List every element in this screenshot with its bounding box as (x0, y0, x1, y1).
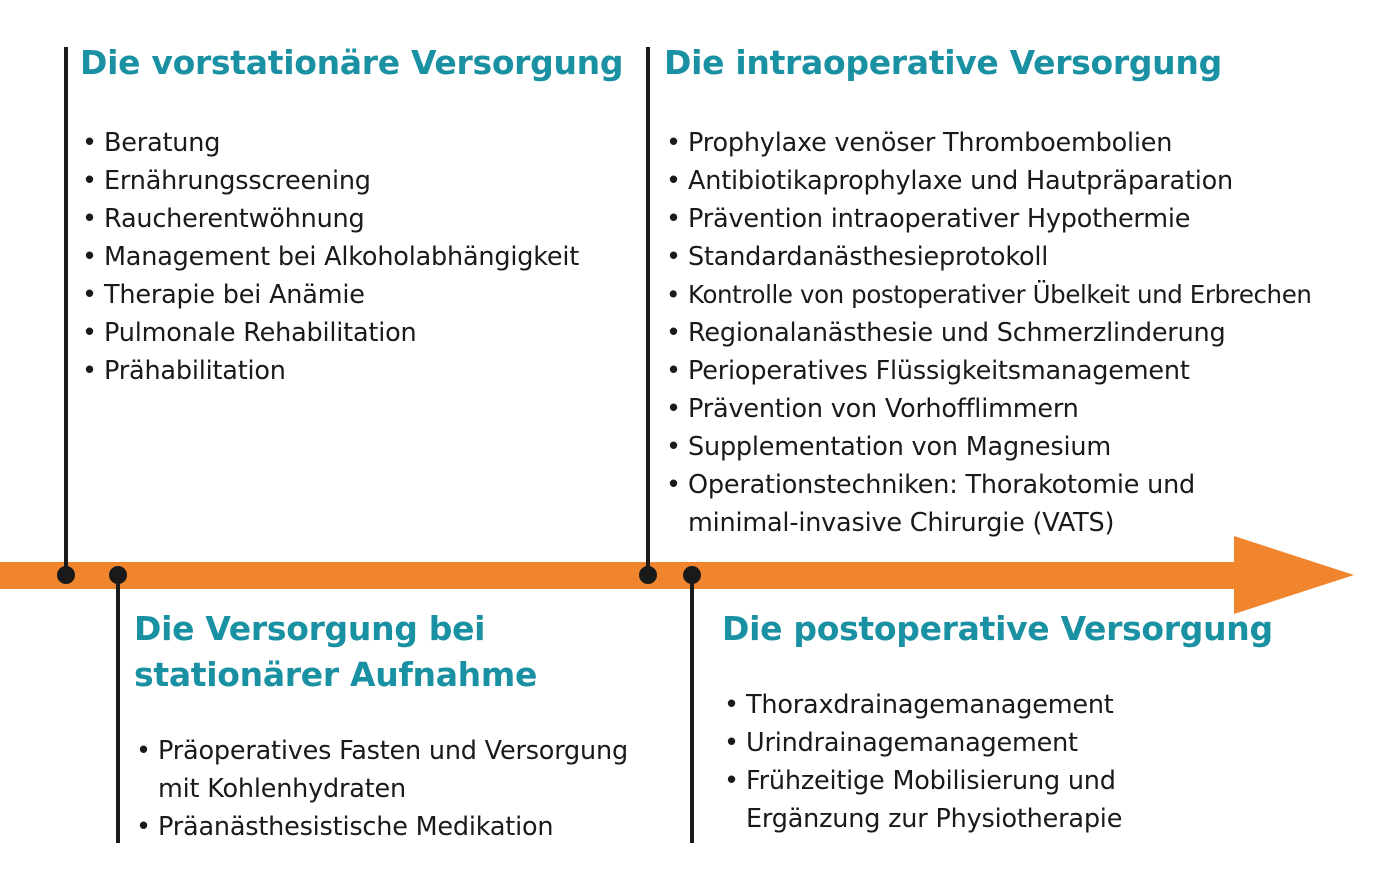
connector-admission (116, 575, 120, 843)
bullet-icon: • (666, 204, 681, 234)
section-title: Die intraoperative Versorgung (664, 43, 1222, 82)
section-admission (134, 606, 654, 846)
list-item-text: Prävention intraoperativer Hypothermie (688, 204, 1191, 234)
list-item (80, 162, 640, 200)
timeline-arrow-shaft (0, 562, 1240, 589)
timeline-arrow (0, 536, 1360, 616)
bullet-icon: • (82, 280, 97, 310)
list-item-continuation (134, 770, 654, 808)
list-item-continuation (664, 504, 1384, 542)
bullet-icon: • (82, 128, 97, 158)
list-item-text: Antibiotikaprophylaxe und Hautpräparation (688, 166, 1233, 196)
list-item (664, 428, 1384, 466)
bullet-icon: • (666, 128, 681, 158)
bullet-icon: • (82, 166, 97, 196)
bullet-icon: • (666, 432, 681, 462)
item-list (664, 124, 1384, 542)
section-title-line1: Die Versorgung bei (134, 609, 486, 648)
list-item-text: Ernährungsscreening (104, 166, 371, 196)
bullet-icon: • (666, 242, 681, 272)
timeline-dot-admission (109, 566, 127, 584)
list-item-text: Standardanästhesieprotokoll (688, 242, 1049, 272)
list-item-text: Therapie bei Anämie (104, 280, 365, 310)
connector-post (690, 575, 694, 843)
list-item (664, 352, 1384, 390)
list-item (664, 390, 1384, 428)
list-item-text: Präanästhesistische Medikation (158, 812, 554, 842)
list-item (80, 238, 640, 276)
list-item (664, 124, 1384, 162)
list-item-text: Thoraxdrainagemanagement (746, 690, 1114, 720)
section-intraoperative (664, 40, 1384, 542)
item-list (722, 686, 1342, 838)
bullet-icon: • (666, 166, 681, 196)
list-item-text: Prähabilitation (104, 356, 286, 386)
list-item-text: Supplementation von Magnesium (688, 432, 1111, 462)
list-item-text: Regionalanästhesie und Schmerzlinderung (688, 318, 1226, 348)
list-item-text: Kontrolle von postoperativer Übelkeit und Erbrechen (688, 280, 1312, 309)
section-preadmission (80, 40, 640, 390)
bullet-icon: • (82, 356, 97, 386)
list-item (80, 352, 640, 390)
section-title-line2: stationärer Aufnahme (134, 655, 538, 694)
bullet-icon: • (666, 394, 681, 424)
list-item (664, 238, 1384, 276)
list-item (80, 314, 640, 352)
list-item (134, 732, 654, 770)
list-item (80, 124, 640, 162)
list-item-text: Frühzeitige Mobilisierung und (746, 766, 1116, 796)
timeline-dot-intra (639, 566, 657, 584)
bullet-icon: • (82, 242, 97, 272)
item-list (134, 732, 654, 846)
timeline-dot-pre (57, 566, 75, 584)
connector-intra (646, 47, 650, 575)
bullet-icon: • (666, 356, 681, 386)
list-item (722, 724, 1342, 762)
list-item-text: Präoperatives Fasten und Versorgung (158, 736, 628, 766)
list-item-text: Management bei Alkoholabhängigkeit (104, 242, 580, 272)
list-item-continuation (722, 800, 1342, 838)
bullet-icon: • (724, 690, 739, 720)
bullet-icon: • (666, 280, 681, 309)
bullet-icon: • (136, 812, 151, 842)
list-item-text: Beratung (104, 128, 221, 158)
timeline-arrow-head (1234, 536, 1354, 614)
list-item (664, 200, 1384, 238)
timeline-arrow-shape (0, 536, 1360, 616)
list-item-text: mit Kohlenhydraten (158, 774, 406, 804)
bullet-icon: • (724, 766, 739, 796)
item-list (80, 124, 640, 390)
list-item-text: Urindrainagemanagement (746, 728, 1078, 758)
bullet-icon: • (666, 318, 681, 348)
list-item-text: Perioperatives Flüssigkeitsmanagement (688, 356, 1190, 386)
section-title: Die postoperative Versorgung (722, 609, 1273, 648)
list-item (80, 276, 640, 314)
bullet-icon: • (724, 728, 739, 758)
list-item (664, 162, 1384, 200)
timeline-dot-post (683, 566, 701, 584)
section-title: Die vorstationäre Versorgung (80, 43, 624, 82)
bullet-icon: • (666, 470, 681, 500)
bullet-icon: • (136, 736, 151, 766)
list-item-text: Operationstechniken: Thorakotomie und (688, 470, 1196, 500)
list-item (664, 466, 1384, 504)
connector-pre (64, 47, 68, 575)
list-item (134, 808, 654, 846)
section-postoperative (722, 606, 1342, 838)
list-item (80, 200, 640, 238)
list-item-text: Pulmonale Rehabilitation (104, 318, 417, 348)
list-item-text: Prophylaxe venöser Thromboembolien (688, 128, 1173, 158)
list-item-text: Ergänzung zur Physiotherapie (746, 804, 1123, 834)
bullet-icon: • (82, 204, 97, 234)
bullet-icon: • (82, 318, 97, 348)
list-item (722, 762, 1342, 800)
list-item (722, 686, 1342, 724)
list-item-text: minimal-invasive Chirurgie (VATS) (688, 508, 1115, 538)
list-item-text: Prävention von Vorhofflimmern (688, 394, 1079, 424)
list-item (664, 314, 1384, 352)
list-item (664, 276, 1384, 314)
list-item-text: Raucherentwöhnung (104, 204, 365, 234)
